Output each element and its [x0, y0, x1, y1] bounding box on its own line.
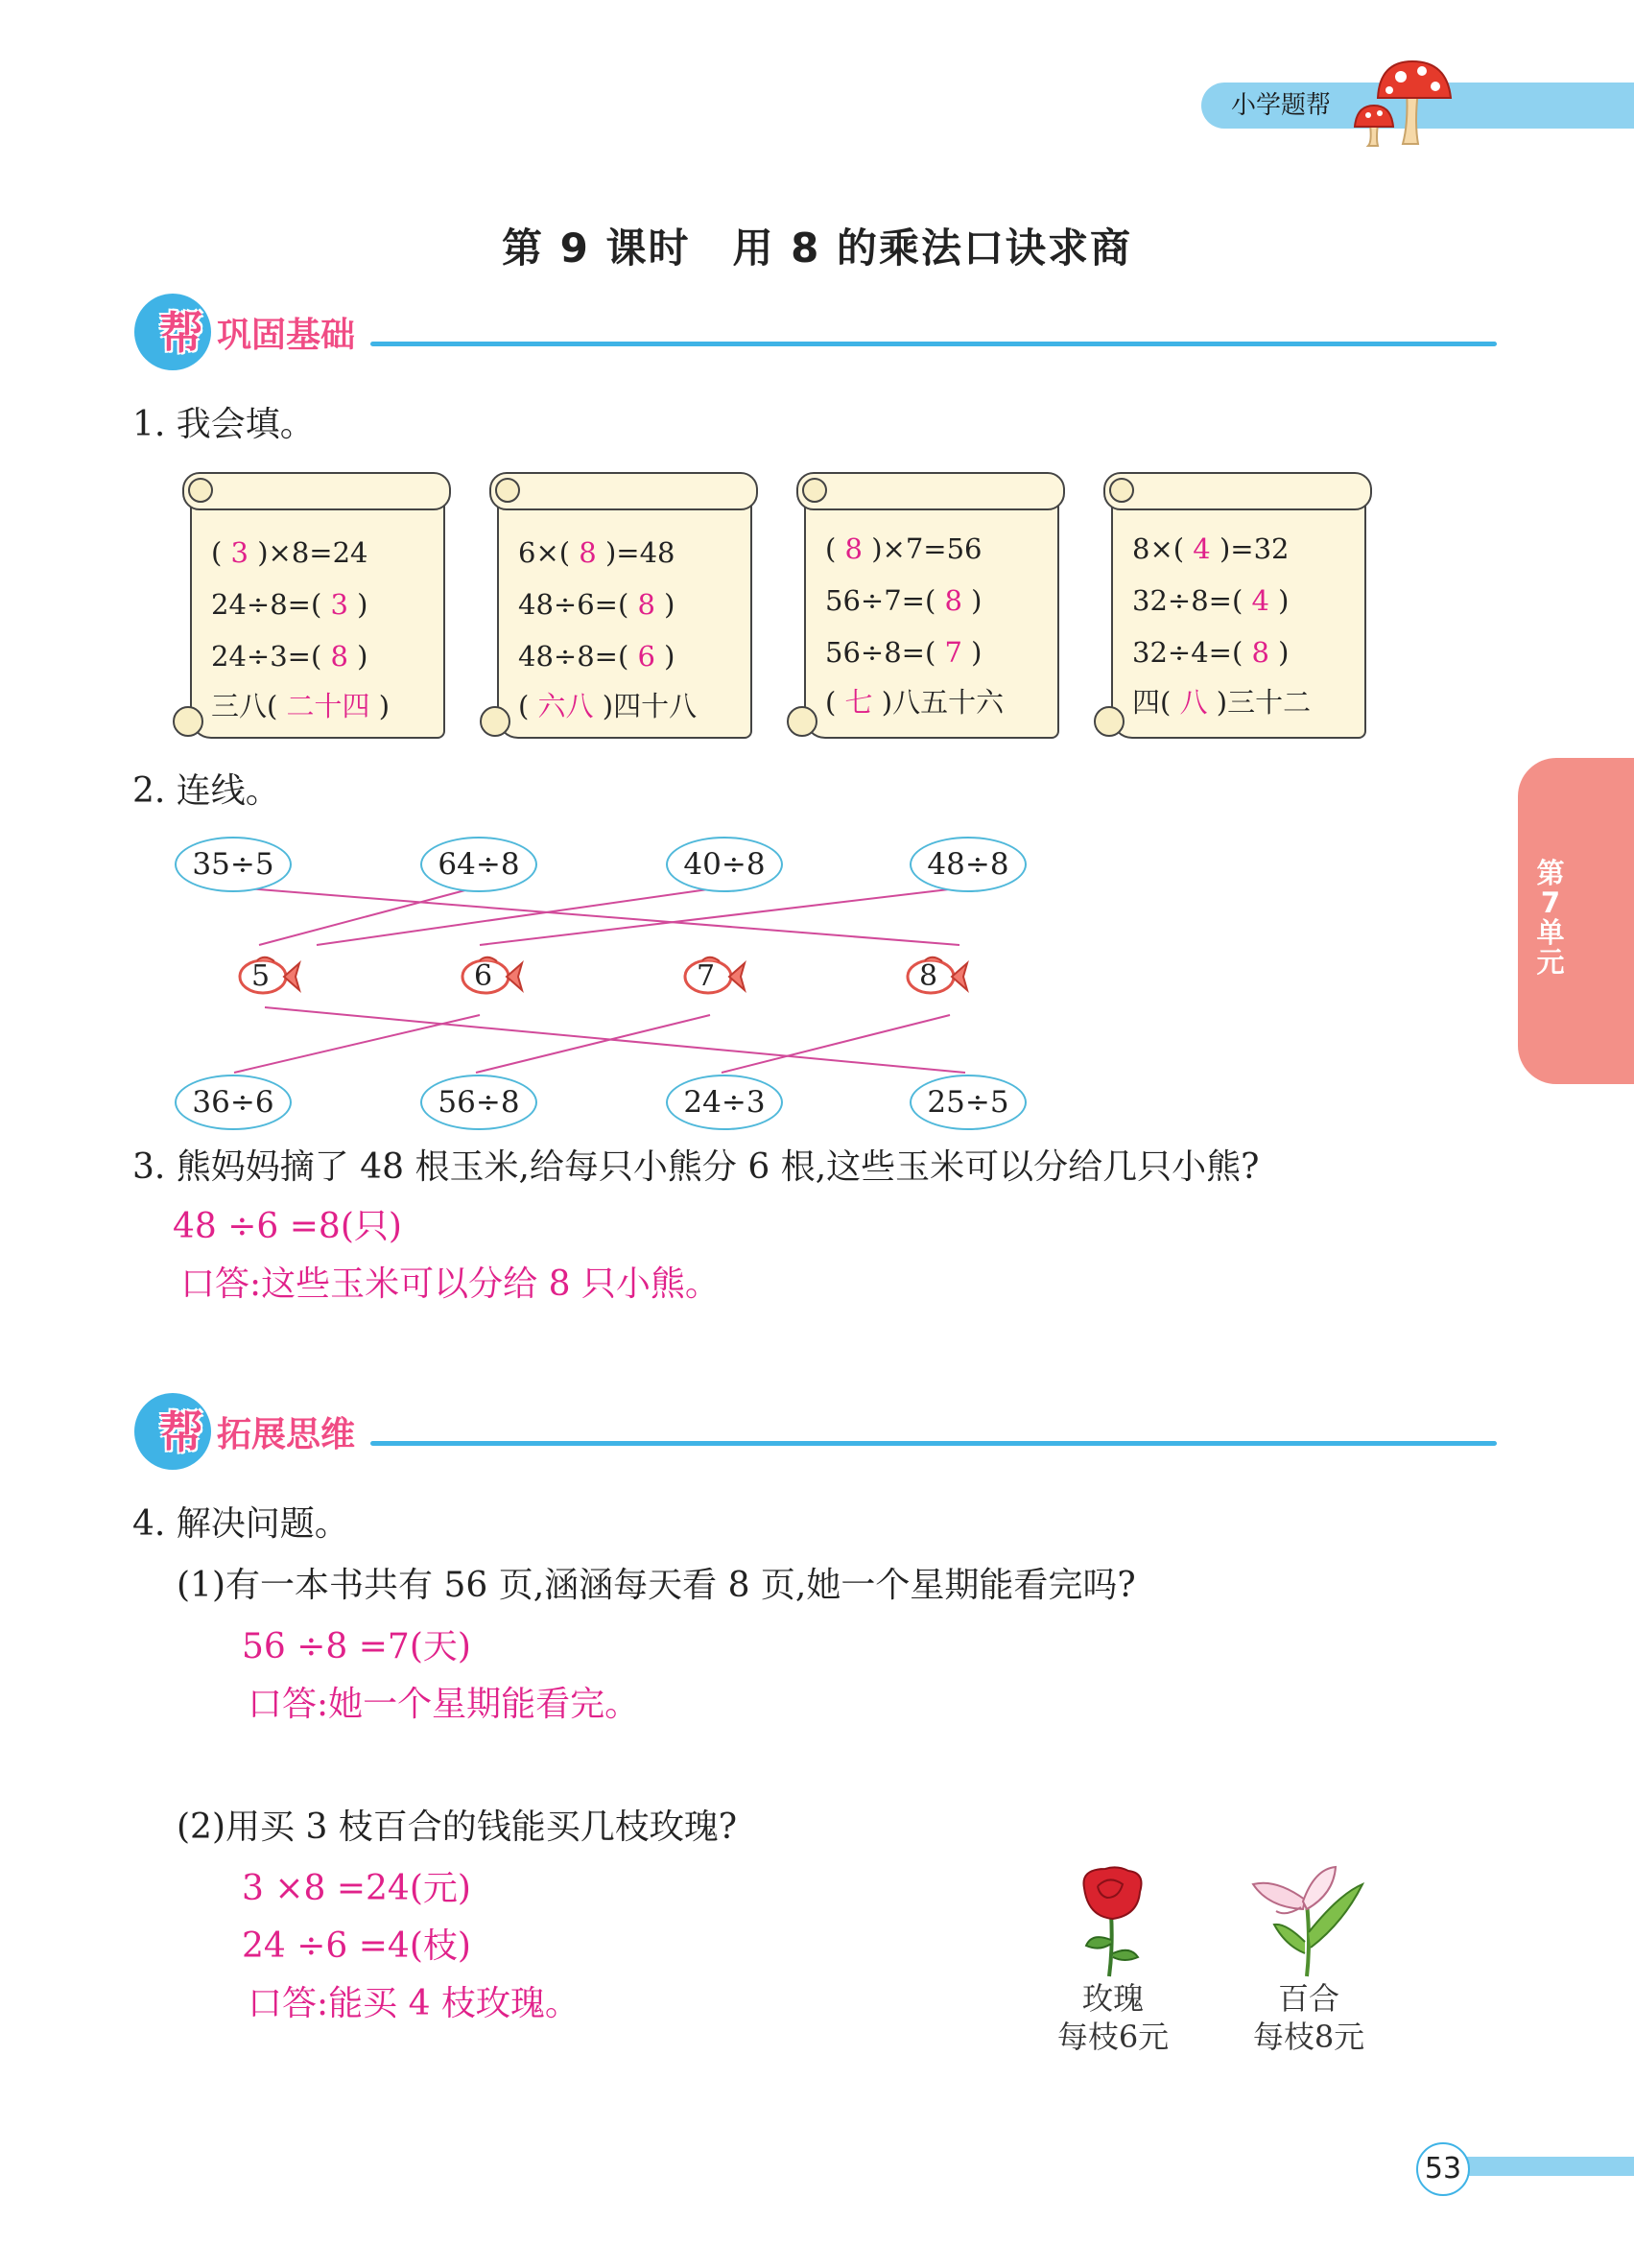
scroll-line: ( 六八 )四十八 — [518, 690, 698, 722]
fish-number: 8 — [919, 959, 938, 993]
answer-line: 48 ÷6 =8(只) — [173, 1207, 402, 1246]
answer-line: 3 ×8 =24(元) — [242, 1869, 471, 1908]
question-3-prompt: 3. 熊妈妈摘了 48 根玉米,给每只小熊分 6 根,这些玉米可以分给几只小熊? — [132, 1147, 1260, 1187]
unit-label: 第7单元 — [1536, 857, 1565, 979]
fish-number: 5 — [251, 959, 271, 993]
fish-icon[interactable] — [906, 954, 969, 1000]
lily-icon — [1247, 1865, 1366, 1978]
question-4-prompt: 4. 解决问题。 — [132, 1504, 349, 1544]
section-divider — [370, 1441, 1497, 1446]
answer-line: 口答:这些玉米可以分给 8 只小熊。 — [180, 1264, 720, 1304]
fish-icon[interactable] — [683, 954, 746, 1000]
lily-price: 每枝8元 — [1252, 2019, 1365, 2055]
match-top-1[interactable]: 35÷5 — [175, 837, 292, 892]
scroll-line: 32÷4=( 8 ) — [1132, 636, 1290, 669]
scroll-line: 6×( 8 )=48 — [518, 536, 675, 569]
scroll-line: 48÷6=( 8 ) — [518, 588, 675, 621]
scroll-line: 56÷8=( 7 ) — [825, 636, 983, 669]
match-bottom-1[interactable]: 36÷6 — [175, 1075, 292, 1130]
match-top-3[interactable]: 40÷8 — [666, 837, 783, 892]
scroll-line: ( 七 )八五十六 — [825, 686, 1005, 719]
scroll-line: 四( 八 )三十二 — [1132, 686, 1312, 719]
fish-number: 7 — [697, 959, 716, 993]
fish-icon[interactable] — [461, 954, 524, 1000]
match-bottom-3[interactable]: 24÷3 — [666, 1075, 783, 1130]
scroll-line: 24÷8=( 3 ) — [211, 588, 368, 621]
scroll-line: 8×( 4 )=32 — [1132, 532, 1290, 565]
scroll-line: 32÷8=( 4 ) — [1132, 584, 1290, 617]
scroll-line: ( 3 )×8=24 — [211, 536, 368, 569]
lily-name: 百合 — [1277, 1980, 1339, 2017]
rose-price: 每枝6元 — [1056, 2019, 1170, 2055]
fish-number: 6 — [474, 959, 493, 993]
question-2-prompt: 2. 连线。 — [132, 771, 280, 811]
match-top-2[interactable]: 64÷8 — [420, 837, 537, 892]
fish-icon[interactable] — [238, 954, 301, 1000]
rose-icon — [1071, 1865, 1153, 1978]
answer-line: 口答:她一个星期能看完。 — [248, 1685, 640, 1724]
scroll-line: 56÷7=( 8 ) — [825, 584, 983, 617]
page-number-bar — [1458, 2157, 1634, 2176]
scroll-line: 48÷8=( 6 ) — [518, 640, 675, 673]
answer-line: 24 ÷6 =4(枝) — [242, 1926, 471, 1966]
match-top-4[interactable]: 48÷8 — [910, 837, 1027, 892]
section-heading-extend — [134, 1393, 1497, 1474]
section-badge: 帮 — [159, 307, 203, 359]
page-number: 53 — [1416, 2142, 1470, 2196]
section-badge: 帮 — [159, 1406, 203, 1458]
section-label: 拓展思维 — [217, 1415, 356, 1454]
question-4-part-1: (1)有一本书共有 56 页,涵涵每天看 8 页,她一个星期能看完吗? — [177, 1566, 1136, 1605]
scroll-line: ( 8 )×7=56 — [825, 532, 983, 565]
section-label: 巩固基础 — [217, 316, 356, 355]
match-bottom-4[interactable]: 25÷5 — [910, 1075, 1027, 1130]
page-title: 第 9 课时 用 8 的乘法口诀求商 — [502, 224, 1132, 272]
rose-name: 玫瑰 — [1081, 1980, 1144, 2017]
answer-line: 56 ÷8 =7(天) — [242, 1627, 471, 1666]
scroll-line: 三八( 二十四 ) — [211, 690, 391, 722]
answer-line: 口答:能买 4 枝玫瑰。 — [248, 1984, 580, 2023]
brand-name: 小学题帮 — [1231, 91, 1332, 120]
scroll-line: 24÷3=( 8 ) — [211, 640, 368, 673]
question-4-part-2: (2)用买 3 枝百合的钱能买几枝玫瑰? — [177, 1807, 738, 1847]
question-1-prompt: 1. 我会填。 — [132, 405, 315, 444]
match-bottom-2[interactable]: 56÷8 — [420, 1075, 537, 1130]
